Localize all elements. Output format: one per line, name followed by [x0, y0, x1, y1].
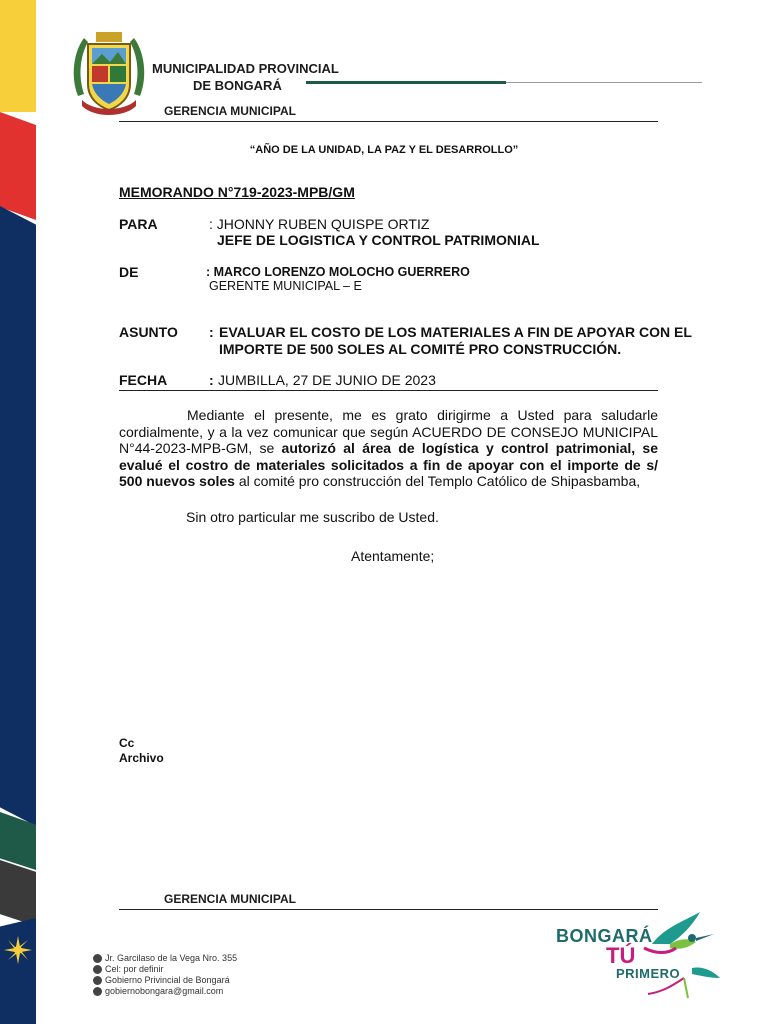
contact-address: Jr. Garcilaso de la Vega Nro. 355 [105, 953, 238, 963]
footer-department: GERENCIA MUNICIPAL [164, 892, 296, 906]
body-text-bold: autorizó al área de logística y control patrimonial, se evalué el costro de materiales solicitados a fin de apoyar con el importe de s/ 500 nuevos soles [119, 440, 658, 489]
de-label: DE [119, 264, 139, 280]
body-text-2: al comité pro construcción del Templo Católico de Shipasbamba, [234, 473, 641, 489]
hummingbird-icon [552, 908, 732, 1004]
header-rule [119, 121, 658, 122]
contact-info [93, 953, 237, 997]
header-divider [506, 82, 702, 83]
email-icon [93, 987, 102, 996]
organization-subtitle: DE BONGARÁ [193, 78, 282, 93]
location-icon [93, 954, 102, 963]
cc-label: Cc [119, 736, 135, 750]
closing-line: Sin otro particular me suscribo de Usted. [186, 509, 439, 525]
asunto-colon: : [209, 324, 214, 340]
organization-name: MUNICIPALIDAD PROVINCIAL [152, 61, 339, 76]
whatsapp-icon [93, 965, 102, 974]
cc-item: Archivo [119, 751, 164, 765]
para-label: PARA [119, 216, 158, 232]
copy-block [119, 736, 164, 766]
memo-header-rule [119, 390, 658, 391]
fecha-label: FECHA [119, 372, 168, 388]
fecha-colon: : [209, 372, 214, 388]
sun-icon [4, 936, 32, 964]
memo-body-paragraph [119, 407, 658, 490]
asunto-line-2: IMPORTE DE 500 SOLES AL COMITÉ PRO CONSTRUCCIÓN. [219, 341, 622, 357]
contact-phone: Cel: por definir [105, 964, 164, 974]
fecha-value: JUMBILLA, 27 DE JUNIO DE 2023 [218, 372, 436, 388]
para-recipient-name: : JHONNY RUBEN QUISPE ORTIZ [209, 216, 430, 232]
regards-line: Atentamente; [351, 548, 435, 564]
brand-line-2: TÚ [606, 943, 636, 968]
memo-number: MEMORANDO N°719-2023-MPB/GM [119, 184, 355, 200]
asunto-label: ASUNTO [119, 324, 178, 340]
para-recipient-role: JEFE DE LOGISTICA Y CONTROL PATRIMONIAL [217, 232, 540, 248]
stripe-blue [0, 206, 36, 826]
department-heading: GERENCIA MUNICIPAL [164, 104, 296, 118]
year-motto: “AÑO DE LA UNIDAD, LA PAZ Y EL DESARROLLO” [249, 144, 519, 156]
stripe-red [0, 112, 36, 220]
contact-facebook: Gobierno Privincial de Bongará [105, 975, 230, 985]
body-text-1: Mediante el presente, me es grato dirigirme a Usted para saludarle cordialmente, y a la vez comunicar que según ACUERDO DE CONSEJO MUNICIPAL N°44-2023-MPB-GM, se [119, 407, 658, 456]
contact-email: gobiernobongara@gmail.com [105, 986, 224, 996]
de-sender-role: GERENTE MUNICIPAL – E [209, 279, 362, 293]
stripe-navy [0, 918, 36, 1024]
asunto-line-1: EVALUAR EL COSTO DE LOS MATERIALES A FIN DE APOYAR CON EL [219, 324, 692, 340]
stripe-dark [0, 860, 36, 926]
header-accent-line [306, 81, 506, 84]
municipal-crest-icon [70, 26, 148, 122]
brand-line-3: PRIMERO [616, 966, 681, 981]
brand-line-1: BONGARÁ [556, 926, 653, 946]
de-sender-name: : MARCO LORENZO MOLOCHO GUERRERO [206, 265, 470, 279]
facebook-icon [93, 976, 102, 985]
stripe-yellow [0, 0, 36, 112]
